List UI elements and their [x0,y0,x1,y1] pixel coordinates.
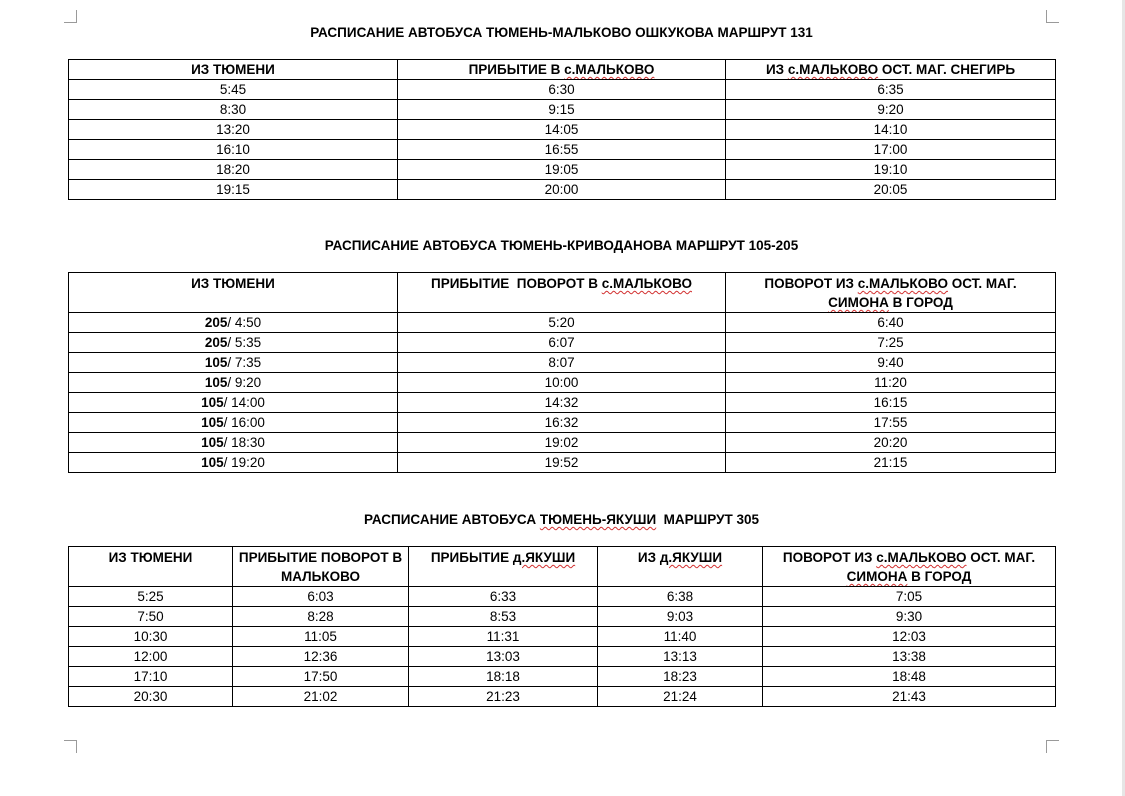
table-row [69,333,1056,353]
cell: 6:38 [598,587,763,607]
cell: 13:20 [69,120,398,140]
schedule-305-table [68,546,1056,707]
table-row [69,687,1056,707]
table-row [69,100,1056,120]
cell: 8:07 [398,353,726,373]
cell: 13:03 [409,647,598,667]
route-number: 105 [201,435,224,450]
cell: 5:20 [398,313,726,333]
table-row [69,160,1056,180]
cell: 18:18 [409,667,598,687]
table-row [69,453,1056,473]
table-row [69,180,1056,200]
route-number: 105 [201,395,224,410]
cell: 12:00 [69,647,233,667]
depart-time: / 4:50 [227,315,262,330]
cell: 11:31 [409,627,598,647]
cell: 19:02 [398,433,726,453]
column-header: ИЗ д.ЯКУШИ [598,547,763,587]
table-row [69,313,1056,333]
table-row [69,607,1056,627]
cell [69,373,398,393]
cell: 17:00 [726,140,1056,160]
depart-time: / 7:35 [227,355,262,370]
table-row [69,433,1056,453]
cell [69,333,398,353]
table-row [69,373,1056,393]
cell: 10:30 [69,627,233,647]
cell: 9:30 [763,607,1056,627]
column-header: ПРИБЫТИЕ В с.МАЛЬКОВО [398,60,726,80]
table-row [69,120,1056,140]
column-header: ПРИБЫТИЕ ПОВОРОТ В с.МАЛЬКОВО [398,273,726,313]
cell [69,453,398,473]
route-number: 105 [201,455,224,470]
cell: 8:53 [409,607,598,627]
cell: 14:05 [398,120,726,140]
cell: 19:15 [69,180,398,200]
cell: 11:05 [233,627,409,647]
cell: 20:00 [398,180,726,200]
table-row [69,627,1056,647]
cell: 19:10 [726,160,1056,180]
route-number: 105 [204,355,228,370]
crop-mark-bottom-left [64,740,77,753]
table-row [69,140,1056,160]
depart-time: / 19:20 [223,455,265,470]
cell: 6:07 [398,333,726,353]
depart-time: / 14:00 [223,395,265,410]
cell: 18:20 [69,160,398,180]
cell: 14:32 [398,393,726,413]
cell: 9:15 [398,100,726,120]
route-number: 205 [204,315,228,330]
table-row [69,667,1056,687]
cell: 21:24 [598,687,763,707]
table-row [69,413,1056,433]
cell: 18:23 [598,667,763,687]
cell: 7:25 [726,333,1056,353]
column-header: ПОВОРОТ ИЗ с.МАЛЬКОВО ОСТ. МАГ. СИМОНА В ГОРОД [726,273,1056,313]
cell: 17:50 [233,667,409,687]
cell [69,313,398,333]
cell: 8:28 [233,607,409,627]
column-header: ПОВОРОТ ИЗ с.МАЛЬКОВО ОСТ. МАГ. СИМОНА В ГОРОД [763,547,1056,587]
cell: 20:05 [726,180,1056,200]
cell: 6:03 [233,587,409,607]
cell: 6:33 [409,587,598,607]
schedule-131-table [68,59,1056,200]
cell: 21:02 [233,687,409,707]
table-header-row [69,60,1056,80]
cell: 19:52 [398,453,726,473]
schedule-131-title: РАСПИСАНИЕ АВТОБУСА ТЮМЕНЬ-МАЛЬКОВО ОШКУКОВА МАРШРУТ 131 [310,25,813,40]
cell: 13:38 [763,647,1056,667]
cell: 6:30 [398,80,726,100]
cell: 5:25 [69,587,233,607]
cell: 13:13 [598,647,763,667]
cell: 5:45 [69,80,398,100]
table-row [69,353,1056,373]
cell: 8:30 [69,100,398,120]
cell: 11:40 [598,627,763,647]
cell: 21:43 [763,687,1056,707]
cell: 19:05 [398,160,726,180]
depart-time: / 5:35 [227,335,262,350]
cell: 12:03 [763,627,1056,647]
cell: 9:40 [726,353,1056,373]
cell [69,393,398,413]
depart-time: / 16:00 [223,415,265,430]
cell: 16:32 [398,413,726,433]
cell: 20:30 [69,687,233,707]
cell: 18:48 [763,667,1056,687]
column-header: ИЗ ТЮМЕНИ [69,60,398,80]
cell: 21:15 [726,453,1056,473]
route-number: 205 [204,335,228,350]
schedule-105-205-table [68,272,1056,473]
table-row [69,80,1056,100]
table-row [69,647,1056,667]
cell: 14:10 [726,120,1056,140]
cell: 21:23 [409,687,598,707]
cell: 16:10 [69,140,398,160]
route-number: 105 [204,375,228,390]
column-header: ПРИБЫТИЕ д.ЯКУШИ [409,547,598,587]
cell: 11:20 [726,373,1056,393]
table-header-row [69,273,1056,313]
cell: 9:20 [726,100,1056,120]
cell: 12:36 [233,647,409,667]
cell: 17:55 [726,413,1056,433]
cell: 7:50 [69,607,233,627]
schedule-105-205-title: РАСПИСАНИЕ АВТОБУСА ТЮМЕНЬ-КРИВОДАНОВА МАРШРУТ 105-205 [324,238,799,253]
schedule-305-title: РАСПИСАНИЕ АВТОБУСА ТЮМЕНЬ-ЯКУШИ МАРШРУТ 305 [364,512,759,527]
cell [69,353,398,373]
cell: 17:10 [69,667,233,687]
cell: 6:35 [726,80,1056,100]
cell: 20:20 [726,433,1056,453]
cell: 16:55 [398,140,726,160]
cell [69,433,398,453]
cell: 7:05 [763,587,1056,607]
table-row [69,393,1056,413]
cell [69,413,398,433]
crop-mark-bottom-right [1046,740,1059,753]
route-number: 105 [201,415,224,430]
table-header-row [69,547,1056,587]
cell: 6:40 [726,313,1056,333]
table-row [69,587,1056,607]
column-header: ИЗ ТЮМЕНИ [69,273,398,313]
cell: 16:15 [726,393,1056,413]
cell: 9:03 [598,607,763,627]
depart-time: / 9:20 [227,375,262,390]
column-header: ИЗ с.МАЛЬКОВО ОСТ. МАГ. СНЕГИРЬ [726,60,1056,80]
depart-time: / 18:30 [223,435,265,450]
crop-mark-top-left [64,10,77,23]
crop-mark-top-right [1046,10,1059,23]
column-header: ПРИБЫТИЕ ПОВОРОТ В МАЛЬКОВО [233,547,409,587]
cell: 10:00 [398,373,726,393]
column-header: ИЗ ТЮМЕНИ [69,547,233,587]
